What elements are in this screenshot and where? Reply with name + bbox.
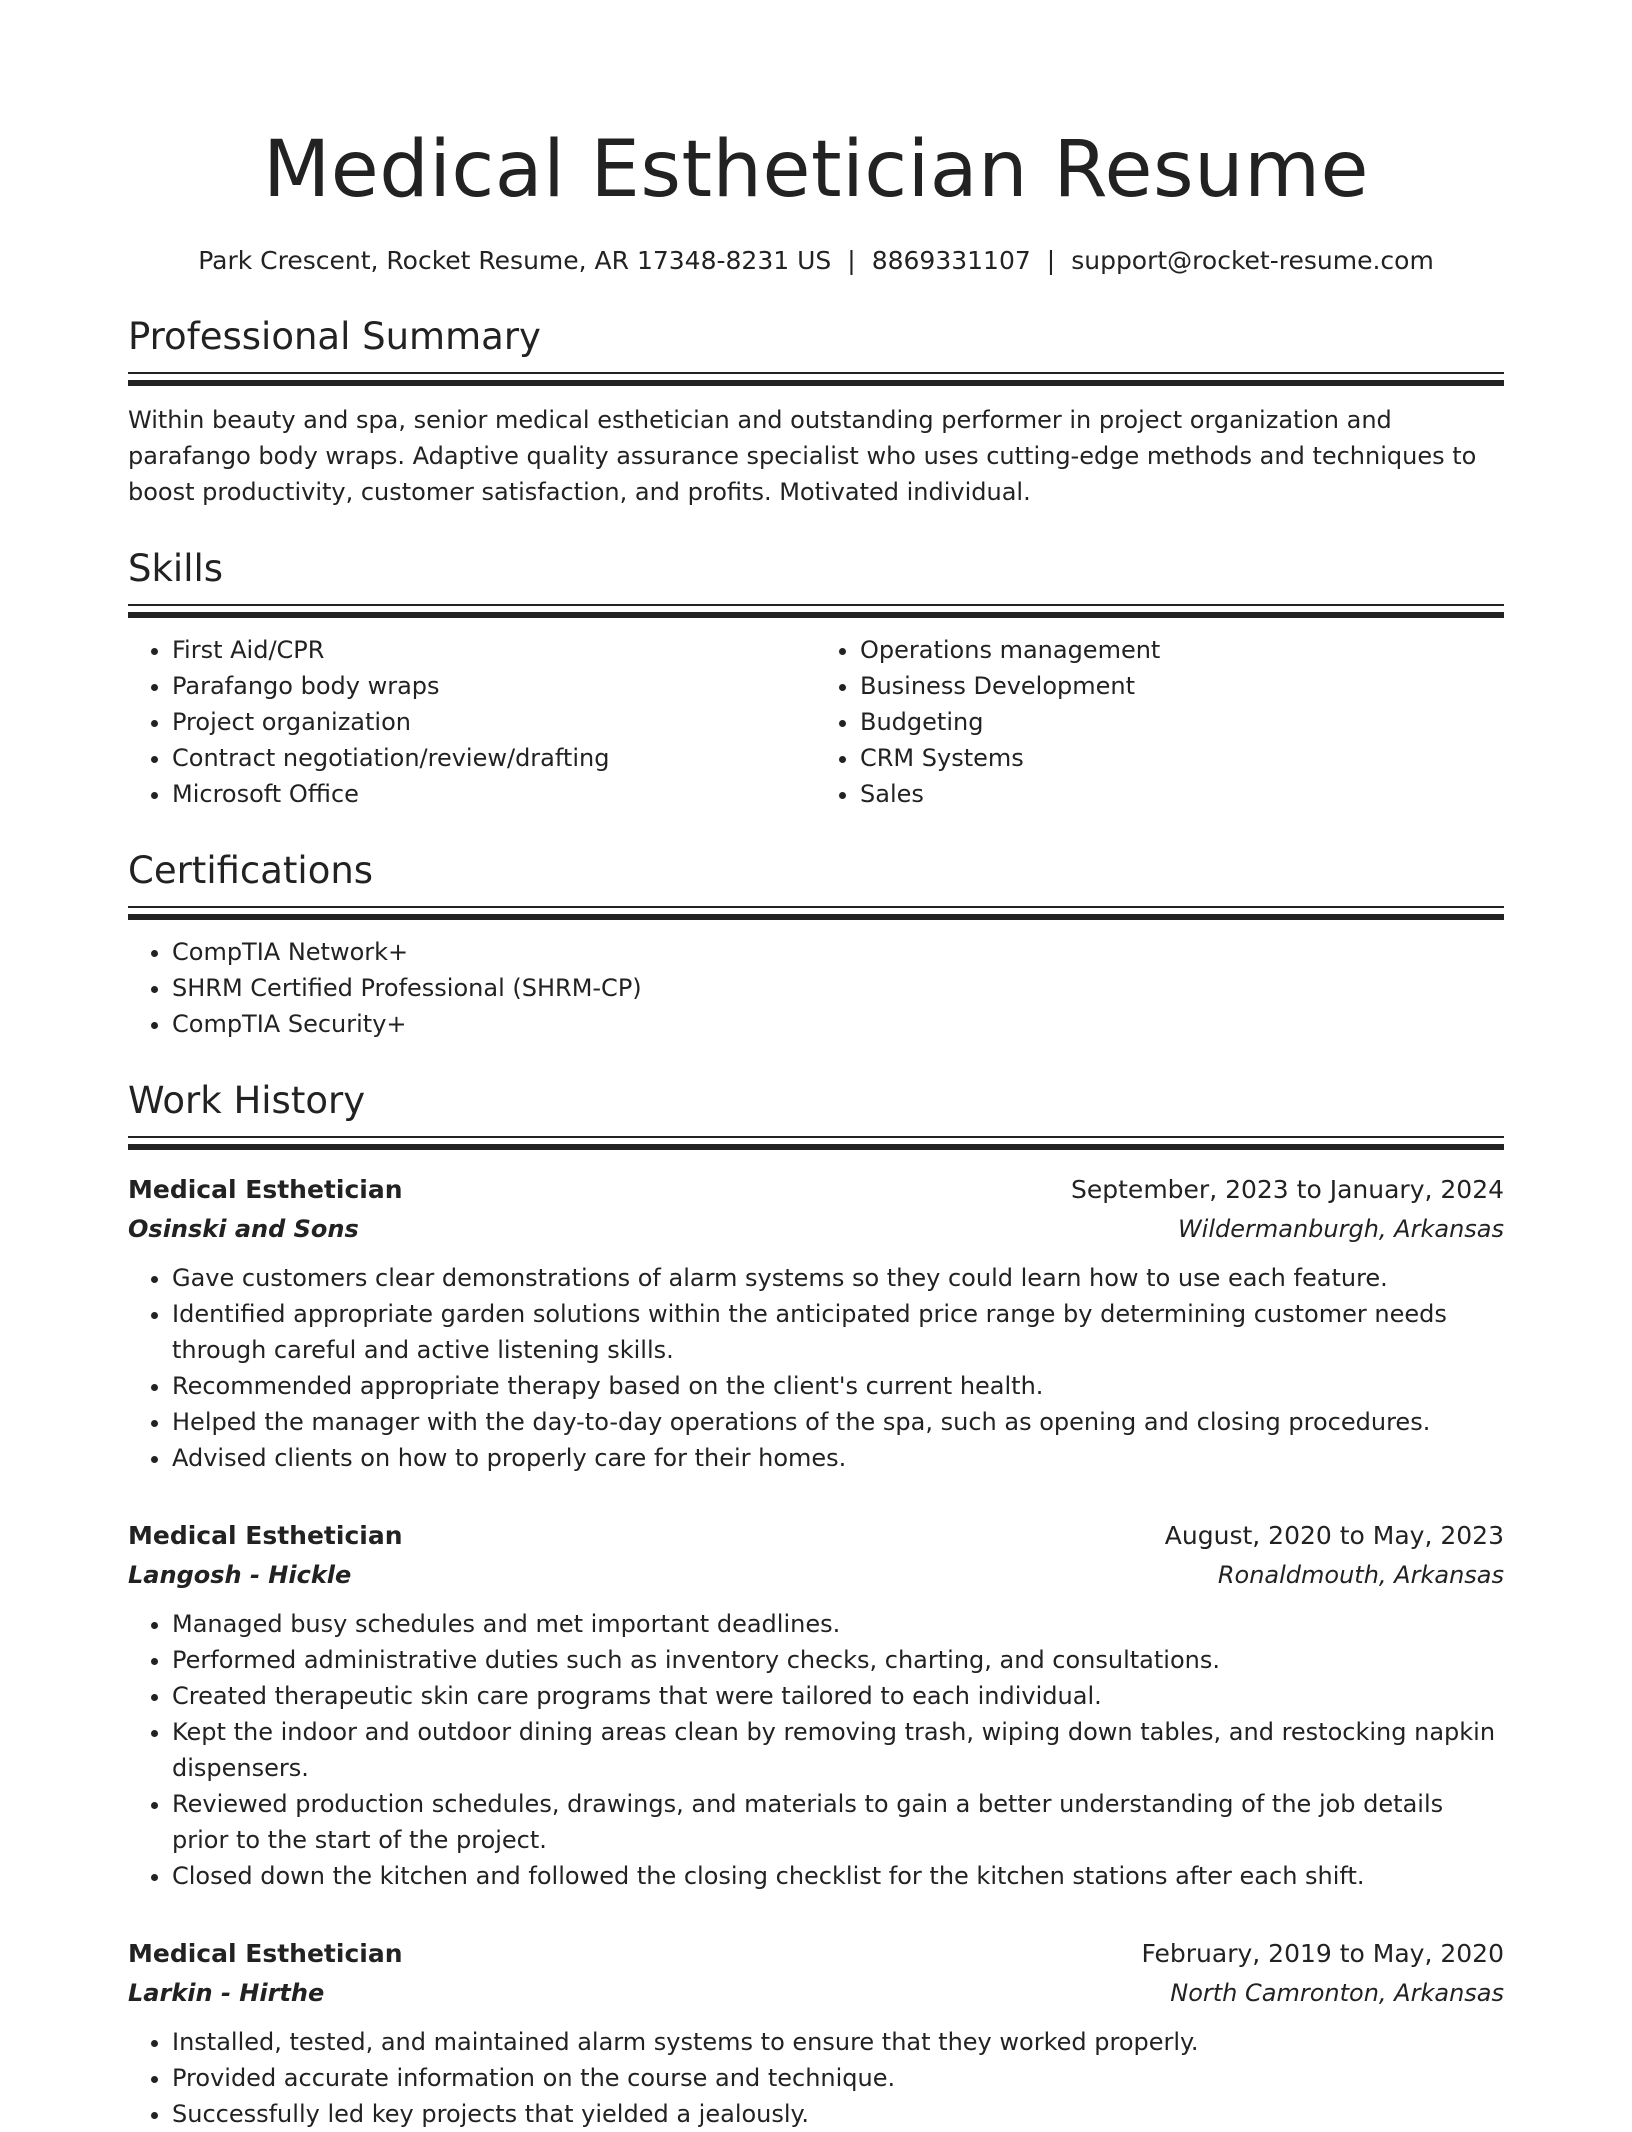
work-section <box>128 1076 1504 2132</box>
skills-list-right <box>816 632 1504 812</box>
skill-item: • Parafango body wraps <box>172 668 816 704</box>
job-bullet: • Recommended appropriate therapy based on the client's current health. <box>172 1368 1504 1404</box>
skill-item: • Contract negotiation/review/drafting <box>172 740 816 776</box>
skills-grid <box>128 632 1504 812</box>
resume-title: Medical Esthetician Resume <box>262 125 1370 215</box>
job-bullets <box>128 1606 1504 1894</box>
job-entry <box>128 1516 1504 1894</box>
certification-item: • CompTIA Network+ <box>172 934 1504 970</box>
job-title: Medical Esthetician <box>128 1521 403 1550</box>
job-company: Osinski and Sons <box>128 1215 359 1243</box>
skill-item: • First Aid/CPR <box>172 632 816 668</box>
contact-separator: | <box>847 246 856 275</box>
skill-item: • Microsoft Office <box>172 776 816 812</box>
section-rule-thick <box>128 1144 1504 1150</box>
section-title-certifications: Certifications <box>128 849 374 892</box>
job-bullet: • Identified appropriate garden solutions within the anticipated price range by determining customer needs through careful and active listening skills. <box>172 1296 1504 1368</box>
job-dates: September, 2023 to January, 2024 <box>1071 1175 1504 1204</box>
job-company: Langosh - Hickle <box>128 1561 352 1589</box>
job-company: Larkin - Hirthe <box>128 1979 325 2007</box>
job-bullet: • Provided accurate information on the course and technique. <box>172 2060 1504 2096</box>
job-bullet: • Successfully led key projects that yielded a jealously. <box>172 2096 1504 2132</box>
certification-item: • SHRM Certified Professional (SHRM-CP) <box>172 970 1504 1006</box>
skill-item: • Budgeting <box>860 704 1504 740</box>
job-header-row <box>128 1516 1504 1556</box>
contact-phone: 8869331107 <box>871 246 1031 275</box>
job-header-row <box>128 1170 1504 1210</box>
job-dates: August, 2020 to May, 2023 <box>1164 1521 1504 1550</box>
job-bullet: • Installed, tested, and maintained alarm systems to ensure that they worked properly. <box>172 2024 1504 2060</box>
skill-item: • Sales <box>860 776 1504 812</box>
job-bullet: • Gave customers clear demonstrations of alarm systems so they could learn how to use each feature. <box>172 1260 1504 1296</box>
job-bullet: • Closed down the kitchen and followed the closing checklist for the kitchen stations after each shift. <box>172 1858 1504 1894</box>
job-entry <box>128 1934 1504 2132</box>
certifications-list <box>128 934 1504 1042</box>
section-rule-thick <box>128 612 1504 618</box>
job-location: Ronaldmouth, Arkansas <box>1217 1561 1504 1589</box>
section-title-work: Work History <box>128 1079 366 1122</box>
skill-item: • Operations management <box>860 632 1504 668</box>
summary-text: Within beauty and spa, senior medical esthetician and outstanding performer in project organization and parafango body wraps. Adaptive quality assurance specialist who uses cutting-edge methods and techniques to boost productivity, customer satisfaction, and profits. Motivated individual. <box>128 406 1477 506</box>
skill-item: • CRM Systems <box>860 740 1504 776</box>
job-location: Wildermanburgh, Arkansas <box>1177 1215 1504 1243</box>
job-bullet: • Helped the manager with the day-to-day operations of the spa, such as opening and closing procedures. <box>172 1404 1504 1440</box>
contact-address: Park Crescent, Rocket Resume, AR 17348-8231 US <box>198 246 832 275</box>
section-title-skills: Skills <box>128 547 224 590</box>
section-rule-thin <box>128 906 1504 908</box>
skills-section <box>128 544 1504 812</box>
summary-section <box>128 312 1504 510</box>
skill-item: • Project organization <box>172 704 816 740</box>
section-rule-thin <box>128 604 1504 606</box>
section-rule-thick <box>128 914 1504 920</box>
job-bullet: • Reviewed production schedules, drawings, and materials to gain a better understanding of the job details prior to the start of the project. <box>172 1786 1504 1858</box>
section-rule-thin <box>128 372 1504 374</box>
certifications-section <box>128 846 1504 1042</box>
job-sub-row <box>128 1974 1504 2012</box>
job-entry <box>128 1170 1504 1476</box>
job-bullet: • Kept the indoor and outdoor dining areas clean by removing trash, wiping down tables, and restocking napkin dispensers. <box>172 1714 1504 1786</box>
job-bullet: • Managed busy schedules and met important deadlines. <box>172 1606 1504 1642</box>
section-rule-thick <box>128 380 1504 386</box>
job-header-row <box>128 1934 1504 1974</box>
contact-email[interactable]: support@rocket-resume.com <box>1071 246 1434 275</box>
job-bullets <box>128 1260 1504 1476</box>
job-sub-row <box>128 1210 1504 1248</box>
job-location: North Camronton, Arkansas <box>1170 1979 1504 2007</box>
section-title-summary: Professional Summary <box>128 315 541 358</box>
contact-separator: | <box>1046 246 1056 275</box>
job-title: Medical Esthetician <box>128 1939 403 1968</box>
job-bullet: • Created therapeutic skin care programs that were tailored to each individual. <box>172 1678 1504 1714</box>
certification-item: • CompTIA Security+ <box>172 1006 1504 1042</box>
job-dates: February, 2019 to May, 2020 <box>1141 1939 1504 1968</box>
job-bullet: • Performed administrative duties such as inventory checks, charting, and consultations. <box>172 1642 1504 1678</box>
job-sub-row <box>128 1556 1504 1594</box>
job-bullets <box>128 2024 1504 2132</box>
skill-item: • Business Development <box>860 668 1504 704</box>
job-bullet: • Advised clients on how to properly care for their homes. <box>172 1440 1504 1476</box>
job-title: Medical Esthetician <box>128 1175 403 1204</box>
contact-line <box>128 244 1504 278</box>
skills-list-left <box>128 632 816 812</box>
section-rule-thin <box>128 1136 1504 1138</box>
